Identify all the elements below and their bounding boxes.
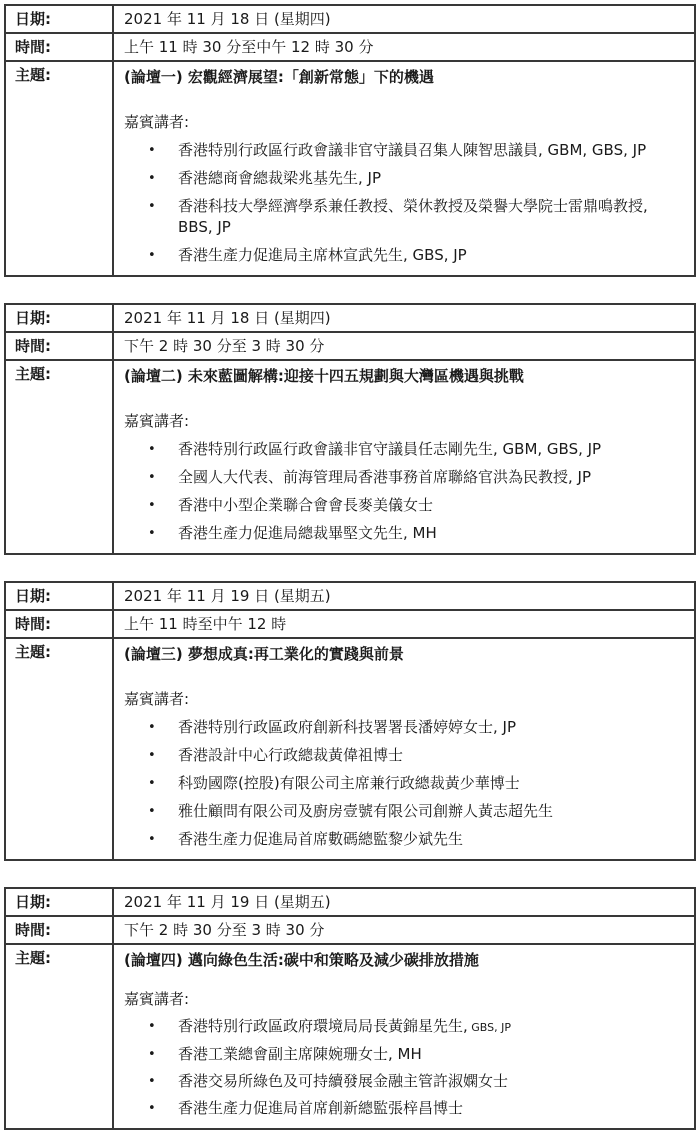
speaker-item	[148, 495, 684, 516]
speaker-item	[148, 245, 684, 266]
speaker-item	[148, 1071, 684, 1092]
speaker-name: 香港設計中心行政總裁黃偉祖博士	[178, 746, 404, 764]
speaker-item	[148, 1044, 684, 1065]
session-table-3	[4, 581, 696, 861]
bullet-icon: •	[148, 248, 156, 263]
bullet-icon: •	[148, 526, 156, 541]
session-table-4	[4, 887, 696, 1130]
speakers-list	[124, 140, 684, 266]
session-table-1	[4, 4, 696, 277]
speaker-item	[148, 168, 684, 189]
topic-cell	[113, 944, 695, 1129]
date-row	[5, 582, 695, 610]
speaker-item	[148, 829, 684, 850]
topic-row	[5, 944, 695, 1129]
speaker-name: 香港特別行政區政府環境局局長黃錦星先生, GBS, JP	[178, 1017, 512, 1035]
bullet-icon: •	[148, 171, 156, 186]
topic-label: 主題:	[5, 360, 113, 554]
speakers-heading: 嘉賓講者:	[124, 113, 190, 131]
bullet-icon: •	[148, 143, 156, 158]
date-label: 日期:	[5, 582, 113, 610]
speaker-name: 全國人大代表、前海管理局香港事務首席聯絡官洪為民教授, JP	[178, 468, 592, 486]
speaker-item	[148, 745, 684, 766]
date-row	[5, 5, 695, 33]
bullet-icon: •	[148, 832, 156, 847]
speaker-item	[148, 439, 684, 460]
speakers-heading: 嘉賓講者:	[124, 990, 190, 1008]
speaker-name: 香港科技大學經濟學系兼任教授、榮休教授及榮譽大學院士雷鼎鳴教授, BBS, JP	[178, 197, 648, 236]
bullet-icon: •	[148, 1101, 156, 1116]
topic-row	[5, 638, 695, 860]
topic-row	[5, 360, 695, 554]
speaker-name: 香港交易所綠色及可持續發展金融主管許淑嫻女士	[178, 1072, 509, 1090]
topic-label: 主題:	[5, 638, 113, 860]
date-row	[5, 304, 695, 332]
speaker-name: 香港生產力促進局主席林宣武先生, GBS, JP	[178, 246, 467, 264]
speaker-name: 香港工業總會副主席陳婉珊女士, MH	[178, 1045, 422, 1063]
date-value: 2021 年 11 月 19 日 (星期五)	[113, 888, 695, 916]
bullet-icon: •	[148, 804, 156, 819]
speaker-item	[148, 801, 684, 822]
speaker-honours-small: GBS, JP	[467, 1021, 512, 1034]
topic-cell	[113, 360, 695, 554]
time-row	[5, 916, 695, 944]
speaker-item	[148, 773, 684, 794]
bullet-icon: •	[148, 748, 156, 763]
bullet-icon: •	[148, 199, 156, 214]
speaker-name: 香港總商會總裁梁兆基先生, JP	[178, 169, 382, 187]
topic-title: (論壇四) 邁向綠色生活:碳中和策略及減少碳排放措施	[124, 951, 479, 969]
date-label: 日期:	[5, 5, 113, 33]
speaker-name: 雅仕顧問有限公司及廚房壹號有限公司創辦人黃志超先生	[178, 802, 554, 820]
topic-label: 主題:	[5, 61, 113, 276]
date-value: 2021 年 11 月 19 日 (星期五)	[113, 582, 695, 610]
speaker-name: 香港生產力促進局首席創新總監張梓昌博士	[178, 1099, 464, 1117]
bullet-icon: •	[148, 776, 156, 791]
speaker-item	[148, 467, 684, 488]
speakers-list	[124, 717, 684, 850]
time-row	[5, 610, 695, 638]
speaker-item	[148, 140, 684, 161]
speaker-name: 香港中小型企業聯合會會長麥美儀女士	[178, 496, 434, 514]
speaker-name: 香港生產力促進局總裁畢堅文先生, MH	[178, 524, 437, 542]
time-row	[5, 332, 695, 360]
time-value: 上午 11 時 30 分至中午 12 時 30 分	[113, 33, 695, 61]
bullet-icon: •	[148, 442, 156, 457]
speakers-heading: 嘉賓講者:	[124, 690, 190, 708]
bullet-icon: •	[148, 720, 156, 735]
bullet-icon: •	[148, 470, 156, 485]
date-label: 日期:	[5, 304, 113, 332]
speaker-name: 香港特別行政區政府創新科技署署長潘婷婷女士, JP	[178, 718, 517, 736]
speaker-item	[148, 196, 684, 238]
date-value: 2021 年 11 月 18 日 (星期四)	[113, 304, 695, 332]
speaker-name: 香港特別行政區行政會議非官守議員召集人陳智思議員, GBM, GBS, JP	[178, 141, 647, 159]
topic-title: (論壇三) 夢想成真:再工業化的實踐與前景	[124, 645, 404, 663]
speaker-item	[148, 717, 684, 738]
speaker-name: 科勁國際(控股)有限公司主席兼行政總裁黃少華博士	[178, 774, 520, 792]
time-value: 上午 11 時至中午 12 時	[113, 610, 695, 638]
speaker-name: 香港生產力促進局首席數碼總監黎少斌先生	[178, 830, 464, 848]
date-row	[5, 888, 695, 916]
time-label: 時間:	[5, 610, 113, 638]
topic-title: (論壇一) 宏觀經濟展望:「創新常態」下的機遇	[124, 68, 434, 86]
date-value: 2021 年 11 月 18 日 (星期四)	[113, 5, 695, 33]
speaker-name: 香港特別行政區行政會議非官守議員任志剛先生, GBM, GBS, JP	[178, 440, 602, 458]
session-table-2	[4, 303, 696, 555]
topic-cell	[113, 61, 695, 276]
bullet-icon: •	[148, 1019, 156, 1034]
time-label: 時間:	[5, 916, 113, 944]
date-label: 日期:	[5, 888, 113, 916]
time-value: 下午 2 時 30 分至 3 時 30 分	[113, 916, 695, 944]
topic-title: (論壇二) 未來藍圖解構:迎接十四五規劃與大灣區機遇與挑戰	[124, 367, 524, 385]
speakers-heading: 嘉賓講者:	[124, 412, 190, 430]
bullet-icon: •	[148, 1047, 156, 1062]
time-row	[5, 33, 695, 61]
time-value: 下午 2 時 30 分至 3 時 30 分	[113, 332, 695, 360]
speaker-item	[148, 523, 684, 544]
bullet-icon: •	[148, 1074, 156, 1089]
bullet-icon: •	[148, 498, 156, 513]
time-label: 時間:	[5, 332, 113, 360]
time-label: 時間:	[5, 33, 113, 61]
topic-label: 主題:	[5, 944, 113, 1129]
speaker-item	[148, 1098, 684, 1119]
speakers-list	[124, 1016, 684, 1119]
speakers-list	[124, 439, 684, 544]
topic-row	[5, 61, 695, 276]
topic-cell	[113, 638, 695, 860]
speaker-item	[148, 1016, 684, 1038]
